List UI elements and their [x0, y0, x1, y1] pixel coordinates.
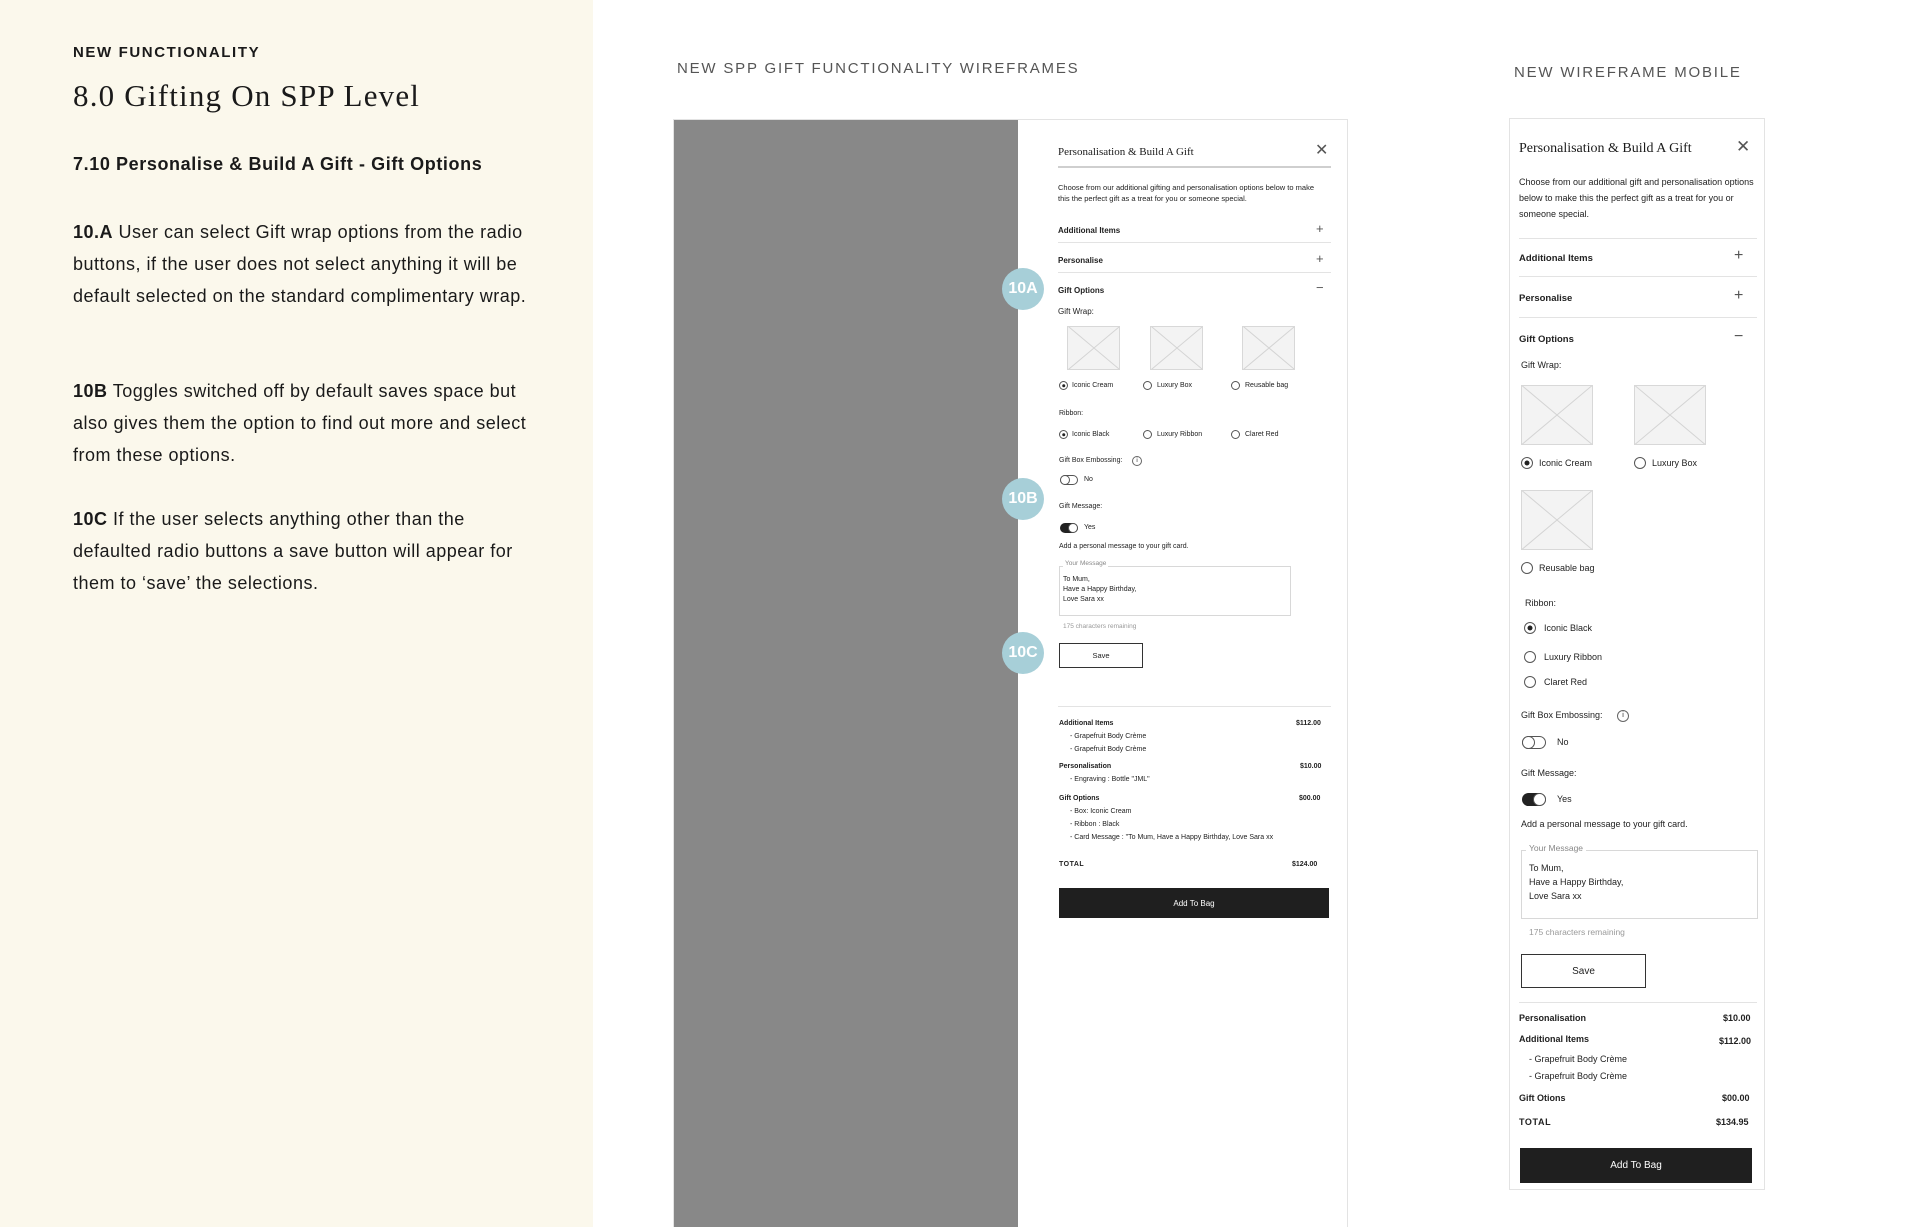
- ribbon-label: Ribbon:: [1525, 598, 1557, 608]
- embossing-value: No: [1084, 476, 1093, 483]
- wrap-option-label: Reusable bag: [1539, 563, 1595, 573]
- minus-icon[interactable]: −: [1734, 328, 1744, 345]
- note-10b: [73, 375, 533, 471]
- add-to-bag-button[interactable]: Add To Bag: [1059, 888, 1329, 918]
- panel-intro: Choose from our additional gift and personalisation options below to make this the perfect gift as a treat for you or someone special.: [1519, 177, 1754, 219]
- section-eyebrow: NEW FUNCTIONALITY: [73, 44, 261, 61]
- wrap-option-label: Luxury Box: [1157, 382, 1193, 389]
- message-line: To Mum,: [1529, 863, 1564, 873]
- wrap-radio-reusable-bag[interactable]: [1231, 381, 1240, 390]
- summary-personalisation-price: $10.00: [1723, 1013, 1751, 1023]
- summary-total-price: $134.95: [1716, 1117, 1749, 1127]
- wrap-radio-luxury-box[interactable]: [1634, 457, 1646, 469]
- toggle-knob: [1533, 793, 1546, 806]
- summary-item: - Card Message : "To Mum, Have a Happy Birthday, Love Sara xx: [1070, 834, 1274, 841]
- embossing-label: Gift Box Embossing:: [1521, 710, 1603, 720]
- divider: [1058, 242, 1331, 243]
- wrap-image-placeholder: [1521, 385, 1593, 445]
- mobile-wireframe: [1509, 118, 1765, 1190]
- annotation-badge-10c: 10C: [1002, 632, 1044, 674]
- wrap-image-placeholder: [1150, 326, 1203, 370]
- add-to-bag-button[interactable]: Add To Bag: [1520, 1148, 1752, 1183]
- ribbon-label: Ribbon:: [1059, 410, 1084, 417]
- panel-intro: Choose from our additional gifting and personalisation options below to make this the perfect gift as a treat for you or someone special.: [1058, 183, 1314, 203]
- wrap-image-placeholder: [1634, 385, 1706, 445]
- embossing-value: No: [1557, 737, 1569, 747]
- save-button[interactable]: Save: [1521, 954, 1646, 988]
- gift-message-value: Yes: [1084, 524, 1096, 531]
- toggle-knob: [1060, 475, 1070, 485]
- note-label: 10B: [73, 381, 108, 401]
- plus-icon[interactable]: +: [1316, 221, 1324, 236]
- toggle-knob: [1522, 736, 1535, 749]
- plus-icon[interactable]: +: [1734, 287, 1744, 304]
- note-10a: [73, 216, 533, 312]
- message-prompt: Add a personal message to your gift card.: [1521, 819, 1688, 829]
- embossing-label: Gift Box Embossing:: [1059, 457, 1123, 464]
- summary-total-price: $124.00: [1292, 861, 1318, 868]
- page-overlay: [674, 120, 1018, 1227]
- summary-additional-label: Additional Items: [1059, 720, 1114, 727]
- summary-personalisation-label: Personalisation: [1519, 1013, 1587, 1023]
- ribbon-option-label: Claret Red: [1245, 431, 1279, 438]
- summary-gift-label: Gift Otions: [1519, 1093, 1566, 1103]
- ribbon-option-label: Iconic Black: [1072, 431, 1110, 438]
- ribbon-option-label: Claret Red: [1544, 677, 1588, 687]
- summary-divider: [1058, 706, 1331, 707]
- save-button[interactable]: Save: [1059, 643, 1143, 668]
- desktop-wireframes-heading: NEW SPP GIFT FUNCTIONALITY WIREFRAMES: [677, 60, 1080, 77]
- note-label: 10C: [73, 509, 108, 529]
- close-icon[interactable]: ✕: [1736, 137, 1751, 156]
- title-divider: [1058, 166, 1331, 168]
- gift-message-toggle[interactable]: [1522, 793, 1546, 806]
- embossing-toggle[interactable]: [1060, 475, 1078, 485]
- message-field-label: Your Message: [1065, 560, 1107, 567]
- close-icon[interactable]: ✕: [1315, 142, 1329, 159]
- summary-item: - Grapefruit Body Crème: [1529, 1071, 1628, 1081]
- accordion-gift-options[interactable]: Gift Options: [1058, 286, 1105, 295]
- panel-title: Personalisation & Build A Gift: [1519, 141, 1692, 156]
- summary-gift-price: $00.00: [1299, 795, 1321, 802]
- ribbon-option-label: Luxury Ribbon: [1157, 431, 1203, 438]
- divider: [1519, 276, 1757, 277]
- note-text: If the user selects anything other than the defaulted radio buttons a save button will appear for them to ‘save’ the selections.: [73, 509, 513, 593]
- accordion-additional-items[interactable]: Additional Items: [1519, 253, 1593, 264]
- wrap-option-label: Iconic Cream: [1539, 458, 1593, 468]
- ribbon-radio-claret-red[interactable]: [1231, 430, 1240, 439]
- gift-message-toggle[interactable]: [1060, 523, 1078, 533]
- message-line: Love Sara xx: [1063, 596, 1104, 603]
- summary-personalisation-label: Personalisation: [1059, 763, 1112, 770]
- accordion-additional-items[interactable]: Additional Items: [1058, 226, 1121, 235]
- wrap-image-placeholder: [1242, 326, 1295, 370]
- summary-item: - Grapefruit Body Crème: [1070, 733, 1147, 740]
- summary-item: - Grapefruit Body Crème: [1070, 746, 1147, 753]
- ribbon-radio-iconic-black[interactable]: [1524, 622, 1536, 634]
- mobile-wireframe-heading: NEW WIREFRAME MOBILE: [1514, 64, 1742, 81]
- summary-total-label: TOTAL: [1059, 861, 1085, 868]
- summary-personalisation-price: $10.00: [1300, 763, 1322, 770]
- wrap-radio-luxury-box[interactable]: [1143, 381, 1152, 390]
- summary-item: - Engraving : Bottle "JML": [1070, 776, 1150, 783]
- divider: [1519, 317, 1757, 318]
- summary-item: - Grapefruit Body Crème: [1529, 1054, 1628, 1064]
- note-label: 10.A: [73, 222, 114, 242]
- wrap-option-label: Iconic Cream: [1072, 382, 1114, 389]
- wrap-option-label: Reusable bag: [1245, 382, 1289, 389]
- note-text: User can select Gift wrap options from the radio buttons, if the user does not select anything it will be default selected on the standard complimentary wrap.: [73, 222, 527, 306]
- gift-message-label: Gift Message:: [1521, 768, 1577, 778]
- section-subtitle: 7.10 Personalise & Build A Gift - Gift Options: [73, 154, 483, 174]
- minus-icon[interactable]: −: [1316, 280, 1324, 295]
- ribbon-radio-claret-red[interactable]: [1524, 676, 1536, 688]
- gift-message-value: Yes: [1557, 794, 1572, 804]
- summary-item: - Box: Iconic Cream: [1070, 808, 1132, 815]
- info-icon[interactable]: i: [1132, 456, 1142, 466]
- wrap-radio-reusable-bag[interactable]: [1521, 562, 1533, 574]
- wrap-radio-iconic-cream[interactable]: [1059, 381, 1068, 390]
- message-prompt: Add a personal message to your gift card.: [1059, 543, 1189, 550]
- note-10c: [73, 503, 533, 599]
- ribbon-radio-luxury-ribbon[interactable]: [1524, 651, 1536, 663]
- accordion-gift-options[interactable]: Gift Options: [1519, 334, 1574, 345]
- message-line: Have a Happy Birthday,: [1529, 877, 1624, 887]
- chars-remaining: 175 characters remaining: [1063, 623, 1137, 630]
- ribbon-option-label: Luxury Ribbon: [1544, 652, 1603, 662]
- ribbon-option-label: Iconic Black: [1544, 623, 1593, 633]
- plus-icon[interactable]: +: [1734, 247, 1744, 264]
- divider: [1058, 272, 1331, 273]
- toggle-knob: [1068, 523, 1078, 533]
- summary-total-label: TOTAL: [1519, 1117, 1552, 1127]
- wrap-image-placeholder: [1521, 490, 1593, 550]
- info-icon[interactable]: i: [1617, 710, 1629, 722]
- ribbon-radio-iconic-black[interactable]: [1059, 430, 1068, 439]
- notes-panel: [0, 0, 593, 1227]
- summary-divider: [1519, 1002, 1757, 1003]
- wrap-radio-iconic-cream[interactable]: [1521, 457, 1533, 469]
- annotation-badge-10b: 10B: [1002, 478, 1044, 520]
- chars-remaining: 175 characters remaining: [1529, 927, 1625, 937]
- gift-message-label: Gift Message:: [1059, 503, 1103, 510]
- accordion-personalise[interactable]: Personalise: [1519, 293, 1573, 304]
- plus-icon[interactable]: +: [1316, 251, 1324, 266]
- wrap-option-label: Luxury Box: [1652, 458, 1698, 468]
- ribbon-radio-luxury-ribbon[interactable]: [1143, 430, 1152, 439]
- summary-additional-price: $112.00: [1719, 1036, 1752, 1046]
- accordion-personalise[interactable]: Personalise: [1058, 256, 1103, 265]
- gift-wrap-label: Gift Wrap:: [1058, 307, 1094, 316]
- panel-title: Personalisation & Build A Gift: [1058, 146, 1194, 158]
- summary-gift-label: Gift Options: [1059, 795, 1100, 802]
- divider: [1519, 238, 1757, 239]
- page-title: 8.0 Gifting On SPP Level: [73, 78, 421, 113]
- summary-additional-label: Additional Items: [1519, 1034, 1590, 1044]
- summary-additional-price: $112.00: [1296, 720, 1321, 727]
- summary-gift-price: $00.00: [1722, 1093, 1750, 1103]
- message-line: To Mum,: [1063, 576, 1090, 583]
- summary-item: - Ribbon : Black: [1070, 821, 1120, 828]
- message-field-label: Your Message: [1526, 843, 1586, 853]
- annotation-badge-10a: 10A: [1002, 268, 1044, 310]
- message-line: Love Sara xx: [1529, 891, 1582, 901]
- wrap-image-placeholder: [1067, 326, 1120, 370]
- gift-wrap-label: Gift Wrap:: [1521, 360, 1562, 370]
- message-line: Have a Happy Birthday,: [1063, 586, 1137, 593]
- note-text: Toggles switched off by default saves space but also gives them the option to find out more and select from these options.: [73, 381, 527, 465]
- embossing-toggle[interactable]: [1522, 736, 1546, 749]
